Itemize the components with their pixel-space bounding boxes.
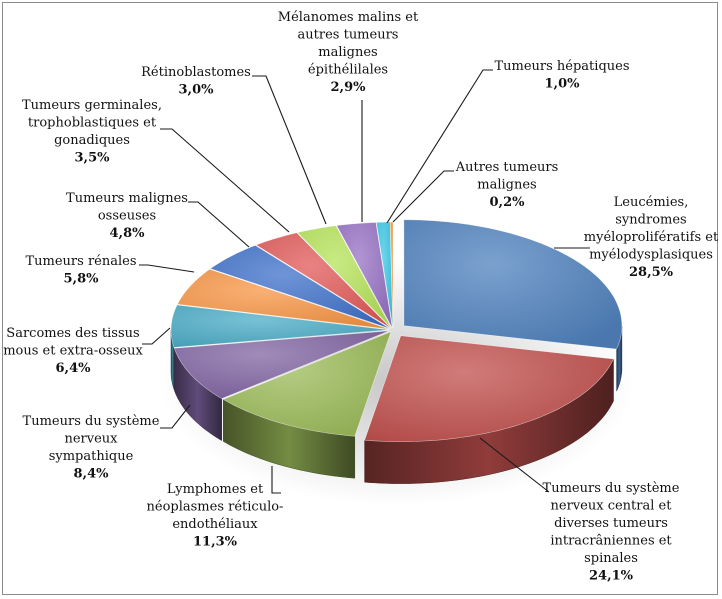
slice-label-tumeurs-germinales-trophoblastiques-et-g [22,98,162,166]
slice-label-line: myéloprolifératifs et [583,230,719,245]
slice-label-tumeurs-renales [25,254,136,287]
slice-label-line: mous et extra-osseux [3,343,143,359]
slice-label-line: néoplasmes réticulo- [146,499,284,515]
leader-line-tumeurs-malignes-osseuses [188,202,249,247]
slice-label-sarcomes-des-tissus-mous-et-extra-osseux [3,326,143,376]
slice-label-retinoblastomes [141,65,251,98]
slice-label-line: trophoblastiques et [27,115,157,131]
slice-label-line: nerveux central et [550,498,672,514]
slice-label-line: sympathique [48,449,134,464]
slice-label-line: spinales [584,551,638,566]
slice-label-line: Leucémies, [613,195,689,210]
slice-label-line: diverses tumeurs [554,516,668,531]
leader-line-tumeurs-hepatiques [387,70,493,223]
slice-label-line: Tumeurs germinales, [22,98,162,113]
slice-label-line: myélodysplasiques [589,247,713,263]
slice-value-label: 11,3% [192,534,238,550]
slice-value-label: 8,4% [73,466,109,482]
slice-label-line: osseuses [97,208,157,224]
slice-label-line: gonadiques [54,133,130,148]
slice-label-line: Rétinoblastomes [141,65,251,80]
slice-label-line: Autres tumeurs [455,160,559,175]
leader-line-sarcomes-des-tissus-mous-et-extra-osseux [142,328,170,344]
slice-label-line: malignes [477,177,537,193]
slice-label-line: Tumeurs du système [22,414,160,429]
slice-value-label: 6,4% [55,361,91,376]
slice-label-line: autres tumeurs [297,27,399,43]
slice-label-line: malignes [318,45,378,60]
slice-label-line: endothéliaux [172,517,258,532]
slice-label-leucemies-syndromes-myeloproliferatifs-e [584,195,719,280]
leader-line-retinoblastomes [252,76,326,224]
slice-label-line: épithélilales [307,62,389,78]
slice-label-line: syndromes [615,212,687,228]
leader-line-tumeurs-renales [139,265,194,272]
leader-line-tumeurs-germinales-trophoblastiques-et-g [160,129,289,232]
slice-value-label: 3,5% [74,150,110,166]
slice-label-melanomes-malins-et-autres-tumeurs-malig [278,10,419,95]
slice-label-tumeurs-malignes-osseuses [66,191,188,241]
slice-label-autres-tumeurs-malignes [455,160,559,210]
slice-label-tumeurs-du-systeme-nerveux-central-et-di [543,481,680,584]
slice-value-label: 4,8% [109,226,145,241]
slice-label-line: intracrâniennes et [550,533,672,549]
slice-value-label: 5,8% [63,271,99,287]
slice-value-label: 2,9% [330,80,366,95]
slice-label-line: Sarcomes des tissus [6,326,140,341]
slice-label-tumeurs-hepatiques [494,59,629,92]
slice-value-label: 3,0% [178,82,214,98]
slice-value-label: 1,0% [544,76,580,92]
slice-label-line: Lymphomes et [166,482,264,497]
slice-label-line: nerveux [64,431,118,447]
slice-label-line: Mélanomes malins et [277,10,419,25]
slice-value-label: 0,2% [489,195,525,210]
slice-label-line: Tumeurs hépatiques [494,59,630,74]
slice-label-tumeurs-du-systeme-nerveux-sympathique [23,414,160,482]
slice-value-label: 28,5% [628,265,674,280]
slice-value-label: 24,1% [588,568,634,584]
slice-label-line: Tumeurs du système [542,481,680,496]
slice-label-line: Tumeurs malignes [66,191,188,206]
leader-line-autres-tumeurs-malignes [393,171,454,222]
slice-label-line: Tumeurs rénales [25,254,137,269]
slice-label-lymphomes-et-neoplasmes-reticulo-endothe [147,482,284,550]
